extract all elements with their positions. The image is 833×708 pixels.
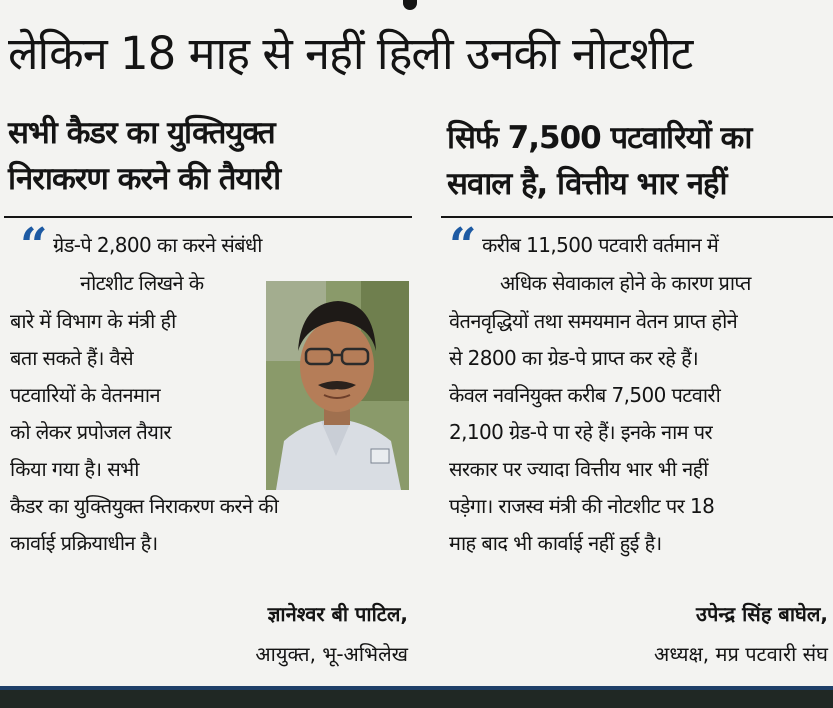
- right-body-line-2: अधिक सेवाकाल होने के कारण प्राप्त: [500, 271, 751, 295]
- left-body-line-2-wrap: [80, 265, 204, 302]
- right-body-line-1: “ करीब 11,500 पटवारी वर्तमान में: [449, 218, 719, 274]
- left-body-line-7: किया गया है। सभी: [10, 457, 139, 481]
- quote-mark-icon: “: [20, 218, 48, 274]
- right-column-rule: [441, 216, 833, 218]
- official-portrait-photo: [266, 281, 409, 490]
- left-subheading: [8, 110, 408, 202]
- right-body-line-4: से 2800 का ग्रेड-पे प्राप्त कर रहे हैं।: [449, 346, 699, 370]
- right-body-text: [449, 303, 737, 562]
- right-body-line-6: 2,100 ग्रेड-पे पा रहे हैं। इनके नाम पर: [449, 420, 713, 444]
- right-body-line-2-wrap: [500, 265, 751, 302]
- right-subheading-line-1: सिर्फ 7,500 पटवारियों का: [447, 120, 752, 156]
- bottom-border: [0, 690, 833, 708]
- left-signature: ज्ञानेश्वर बी पाटिल,: [267, 602, 408, 626]
- quote-mark-icon: “: [449, 218, 477, 274]
- left-body-line-9: कार्वाई प्रक्रियाधीन है।: [10, 531, 158, 555]
- left-body-line-6: को लेकर प्रपोजल तैयार: [10, 420, 171, 444]
- left-designation: आयुक्त, भू-अभिलेख: [255, 642, 408, 666]
- right-body-intro: [449, 218, 719, 274]
- right-subheading-line-2: सवाल है, वित्तीय भार नहीं: [447, 166, 727, 202]
- right-subheading: [447, 115, 829, 207]
- right-body-line-7: सरकार पर ज्यादा वित्तीय भार भी नहीं: [449, 457, 708, 481]
- left-body-line-2: नोटशीट लिखने के: [80, 271, 204, 295]
- right-body-line-5: केवल नवनियुक्त करीब 7,500 पटवारी: [449, 383, 721, 407]
- right-designation: अध्यक्ष, मप्र पटवारी संघ: [654, 642, 828, 666]
- top-cutoff-glyph: [403, 0, 417, 10]
- right-signature: उपेन्द्र सिंह बाघेल,: [696, 602, 828, 626]
- left-subheading-line-1: सभी कैडर का युक्तियुक्त: [8, 115, 275, 151]
- left-body-line-8: कैडर का युक्तियुक्त निराकरण करने की: [10, 494, 279, 518]
- left-body-line-4: बता सकते हैं। वैसे: [10, 346, 133, 370]
- portrait-illustration: [266, 281, 409, 490]
- headline: लेकिन 18 माह से नहीं हिली उनकी नोटशीट: [8, 27, 693, 80]
- right-body-line-9: माह बाद भी कार्वाई नहीं हुई है।: [449, 531, 662, 555]
- left-subheading-line-2: निराकरण करने की तैयारी: [8, 161, 281, 197]
- left-body-intro: [20, 218, 262, 274]
- right-body-line-3: वेतनवृद्धियों तथा समयमान वेतन प्राप्त होने: [449, 309, 738, 333]
- left-body-line-1: “ ग्रेड-पे 2,800 का करने संबंधी: [20, 218, 262, 274]
- right-body-line-8: पड़ेगा। राजस्व मंत्री की नोटशीट पर 18: [449, 494, 715, 518]
- left-body-text: [10, 303, 278, 562]
- left-body-line-3: बारे में विभाग के मंत्री ही: [10, 309, 176, 333]
- left-column-rule: [4, 216, 412, 218]
- left-body-line-5: पटवारियों के वेतनमान: [10, 383, 161, 407]
